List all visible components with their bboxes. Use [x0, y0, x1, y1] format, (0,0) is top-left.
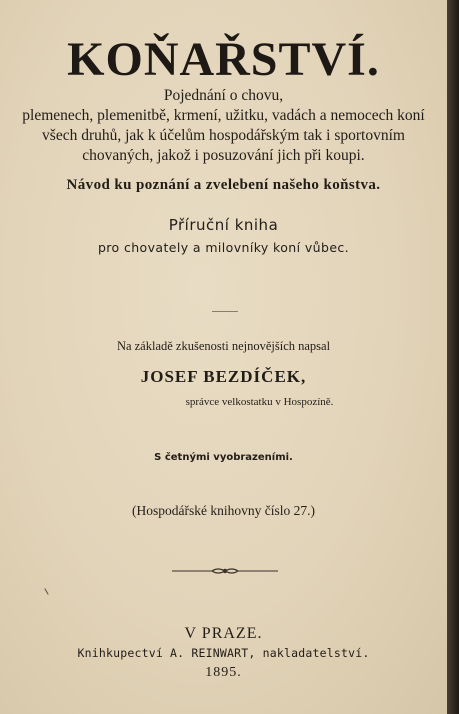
handbook-label: Příruční kniha — [168, 216, 279, 234]
publication-place: V PRAZE. — [184, 625, 263, 642]
series-note: (Hospodářské knihovny číslo 27.) — [132, 503, 315, 518]
guide-heading: Návod ku poznání a zvelebení našeho koňstva. — [66, 177, 381, 193]
short-divider — [212, 311, 238, 312]
subtitle-line: všech druhů, jak k účelům hospodářským tak i sportovním — [42, 127, 405, 144]
subtitle-line: chovaných, jakož i posuzování jich při koupi. — [82, 147, 365, 164]
subtitle-line: Pojednání o chovu, — [163, 87, 284, 104]
book-title: KOŇAŘSTVÍ. — [67, 33, 380, 86]
author-name: JOSEF BEZDÍČEK, — [140, 367, 307, 386]
illustrations-note: S četnými vyobrazeními. — [154, 452, 293, 463]
publisher-line: Knihkupectví A. REINWART, nakladatelství. — [77, 646, 370, 660]
ornamental-rule-icon — [172, 566, 278, 576]
page-edge — [447, 0, 459, 714]
audience-line: pro chovately a milovníky koní vůbec. — [97, 240, 350, 255]
subtitle-line: plemenech, plemenitbě, krmení, užitku, vadách a nemocech koní — [22, 107, 425, 124]
authorship-line: Na základě zkušenosti nejnovějších napsal — [116, 339, 331, 353]
page-mark — [44, 588, 48, 595]
author-role: správce velkostatku v Hospozíně. — [185, 396, 334, 408]
publication-year: 1895. — [205, 665, 242, 680]
